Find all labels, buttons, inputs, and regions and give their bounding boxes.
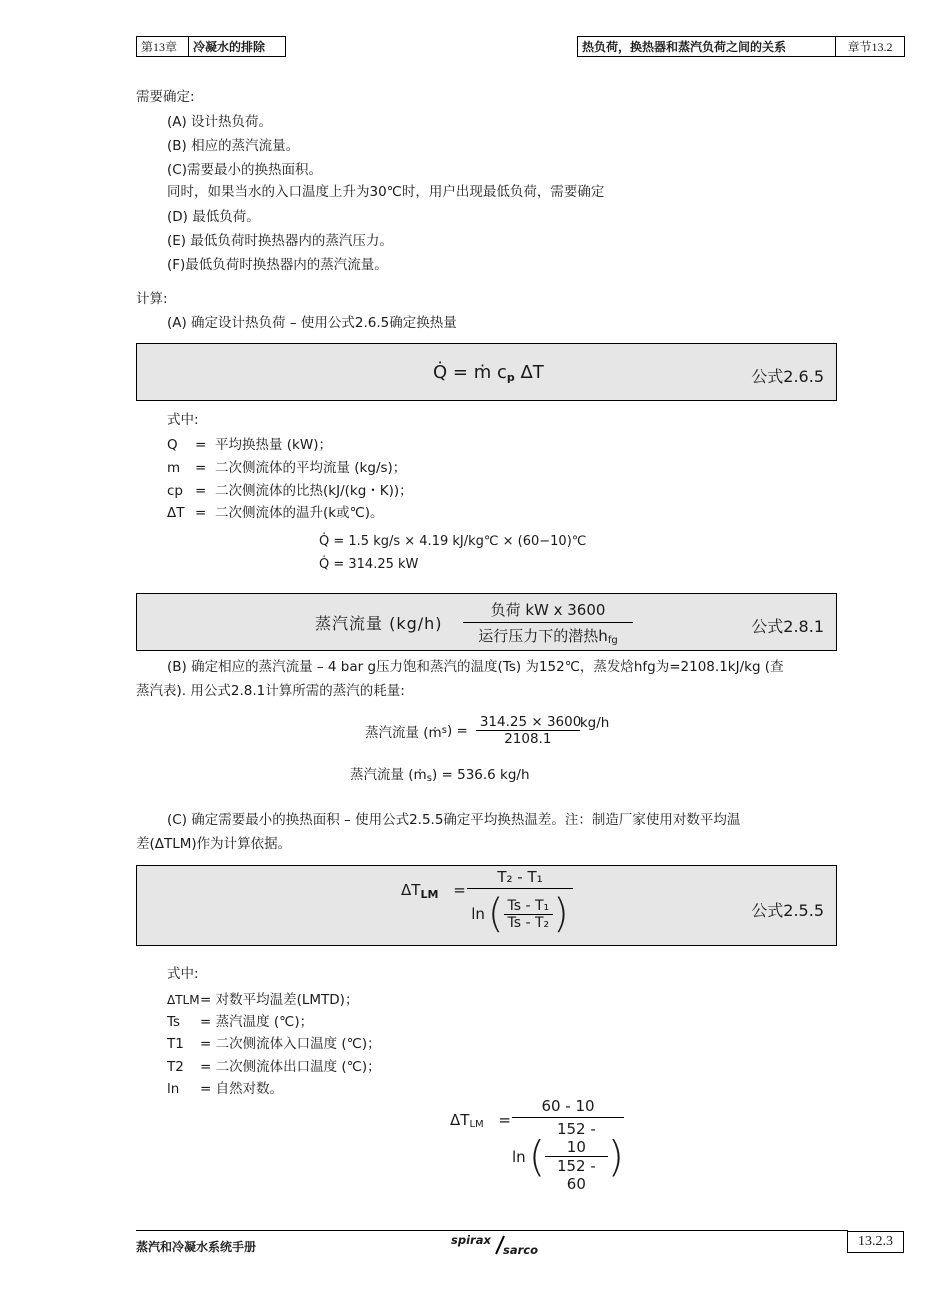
equation-2-5-5-box (136, 865, 837, 946)
calc-a-line1: Q̇ = 1.5 kg/s × 4.19 kJ/kg℃ × (60−10)℃ (319, 534, 587, 549)
calc-c-inner-fraction (545, 1120, 608, 1193)
def2-row-delta-tlm (167, 988, 358, 1008)
defs2-title: 式中: (167, 966, 199, 982)
calc-c-lhs (450, 1111, 511, 1130)
inner-denominator: Ts - T₂ (504, 914, 554, 931)
def-text: 二次侧流体的温升(k或℃)。 (215, 505, 384, 521)
def2-row-ts (167, 1010, 313, 1030)
def2-text: = 二次侧流体出口温度 (℃)； (200, 1059, 381, 1075)
calc-b-lhs: 蒸汽流量 (ṁ (365, 724, 442, 741)
step-b-line1: (B) 确定相应的蒸汽流量 – 4 bar g压力饱和蒸汽的温度(Ts) 为152℃，蒸发焓hfg为=2108.1kJ/kg (查 (167, 659, 784, 675)
def-text: 二次侧流体的比热(kJ/(kg・K))； (215, 483, 413, 499)
section-number: 章节13.2 (847, 40, 893, 54)
fraction-numerator: 负荷 kW x 3600 (490, 601, 606, 619)
calc-b-line2-end: ) = 536.6 kg/h (431, 767, 530, 783)
def-text: 平均换热量 (kW)； (215, 437, 332, 453)
left-paren: ( (487, 891, 504, 937)
def-equals: = (195, 505, 207, 521)
requirement-condition: 同时，如果当水的入口温度上升为30℃时，用户出现最低负荷，需要确定 (167, 184, 605, 200)
lhs-sub: LM (420, 888, 439, 901)
def-row-q (167, 433, 332, 453)
def2-symbol: ln (167, 1081, 180, 1097)
calc-b-numerator: 314.25 × 3600 (479, 714, 582, 730)
section-title: 热负荷，换热器和蒸汽负荷之间的关系 (578, 37, 836, 56)
spirax-sarco-logo (451, 1233, 538, 1257)
lhs-delta-t: ΔT (401, 881, 421, 899)
section-header (577, 36, 905, 57)
calc-step-a: (A) 确定设计热负荷 – 使用公式2.6.5确定换热量 (167, 315, 457, 331)
calc-c-sub: LM (469, 1119, 484, 1130)
def-row-delta-t (167, 501, 384, 521)
def2-text: = 蒸汽温度 (℃)； (200, 1014, 314, 1030)
def2-row-ln (167, 1077, 283, 1097)
footer-rule (136, 1230, 848, 1231)
def2-text: = 自然对数。 (200, 1081, 284, 1097)
requirement-c: (C)需要最小的换热面积。 (167, 162, 322, 178)
step-c-line1: (C) 确定需要最小的换热面积 – 使用公式2.5.5确定平均换热温差。注：制造厂家使用对数平均温 (167, 812, 741, 828)
calc-c-ln: ln (512, 1147, 526, 1166)
calc-b-unit: kg/h (579, 714, 610, 731)
denominator-text: 运行压力下的潜热h (478, 627, 608, 645)
requirement-d: (D) 最低负荷。 (167, 209, 260, 225)
calc-c-fraction (512, 1097, 624, 1193)
fraction-denominator (463, 622, 633, 646)
equation-2-6-5-formula (433, 362, 544, 384)
step-b-line2: 蒸汽表). 用公式2.8.1计算所需的蒸汽的耗量: (136, 683, 405, 699)
equation-2-8-1-fraction (463, 599, 633, 646)
def-row-m (167, 456, 406, 476)
def-text: 二次侧流体的平均流量 (kg/s)； (215, 460, 407, 476)
def-equals: = (195, 483, 207, 499)
lhs-equals: = (453, 881, 466, 899)
def2-text: = 对数平均温差(LMTD)； (200, 992, 359, 1008)
chapter-title: 冷凝水的排除 (193, 40, 266, 54)
inner-fraction (504, 898, 554, 931)
calc-c-inner-numerator: 152 - 10 (556, 1120, 596, 1156)
calc-c-right-paren: ) (607, 1131, 624, 1181)
calc-c-inner-denominator: 152 - 60 (545, 1156, 608, 1193)
requirements-title: 需要确定: (136, 89, 195, 105)
def-symbol: m (167, 460, 181, 476)
requirement-e: (E) 最低负荷时换热器内的蒸汽压力。 (167, 233, 393, 249)
chapter-number: 第13章 (137, 37, 189, 56)
equation-2-8-1-lhs: 蒸汽流量 (kg/h) (315, 614, 443, 633)
chapter-header (136, 36, 286, 57)
calc-b-line2-lhs: 蒸汽流量 (ṁ (350, 767, 427, 783)
equation-2-5-5-label: 公式2.5.5 (751, 901, 824, 920)
calc-c-numerator: 60 - 10 (541, 1097, 595, 1115)
def2-symbol: Ts (167, 1014, 181, 1030)
def-symbol: cp (167, 483, 183, 499)
def2-text: = 二次侧流体入口温度 (℃)； (200, 1036, 381, 1052)
calc-b-fraction (476, 714, 580, 747)
equation-2-8-1-box (136, 593, 837, 651)
equation-2-5-5-lhs (401, 881, 466, 901)
def2-row-t2 (167, 1055, 381, 1075)
formula-sub-p: p (506, 371, 515, 384)
calc-b-line2 (350, 763, 530, 784)
def-equals: = (195, 460, 207, 476)
requirement-b: (B) 相应的蒸汽流量。 (167, 138, 300, 154)
requirement-f: (F)最低负荷时换热器内的蒸汽流量。 (167, 257, 388, 273)
def2-symbol: ΔTLM (167, 993, 200, 1007)
calc-b-denominator: 2108.1 (476, 730, 580, 747)
logo-top-text: spirax (451, 1233, 491, 1247)
def-row-cp (167, 479, 413, 499)
calc-c-denominator (512, 1117, 624, 1193)
formula-main: Q̇ = ṁ c (433, 362, 507, 383)
formula-delta-t: ΔT (514, 362, 544, 383)
def2-symbol: T1 (167, 1036, 184, 1052)
calc-c-delta-t: ΔT (450, 1111, 470, 1129)
equation-2-8-1-label: 公式2.8.1 (751, 617, 824, 636)
outer-denominator (467, 888, 573, 937)
calc-b-line2-sub: s (426, 773, 432, 784)
equation-2-6-5-label: 公式2.6.5 (751, 367, 824, 386)
footer-book-title: 蒸汽和冷凝水系统手册 (136, 1240, 257, 1254)
calc-c-equals: = (498, 1111, 511, 1129)
calc-b-lhs-end: ) = (446, 722, 468, 739)
calc-title: 计算: (136, 291, 168, 307)
equation-2-6-5-box (136, 343, 837, 401)
def-symbol: Q (167, 437, 178, 453)
logo-bottom-text: sarco (503, 1243, 538, 1257)
denominator-sub: fg (607, 635, 618, 646)
calc-b-lhs-sub: s (441, 725, 447, 736)
def-symbol: ΔT (167, 505, 185, 521)
calc-a-line2: Q̇ = 314.25 kW (319, 557, 419, 572)
equation-2-5-5-fraction (467, 868, 573, 937)
outer-numerator: T₂ - T₁ (497, 868, 543, 886)
step-c-line2: 差(ΔTLM)作为计算依据。 (136, 836, 292, 852)
calc-c-left-paren: ( (528, 1131, 546, 1181)
right-paren: ) (553, 891, 569, 937)
calc-b-line1 (365, 714, 609, 747)
defs1-title: 式中: (167, 412, 199, 428)
def2-row-t1 (167, 1032, 381, 1052)
ln-symbol: ln (471, 905, 485, 923)
inner-numerator: Ts - T₁ (507, 897, 550, 914)
def-equals: = (195, 437, 207, 453)
def2-symbol: T2 (167, 1059, 184, 1075)
footer-page-number: 13.2.3 (847, 1231, 904, 1253)
requirement-a: (A) 设计热负荷。 (167, 114, 273, 130)
